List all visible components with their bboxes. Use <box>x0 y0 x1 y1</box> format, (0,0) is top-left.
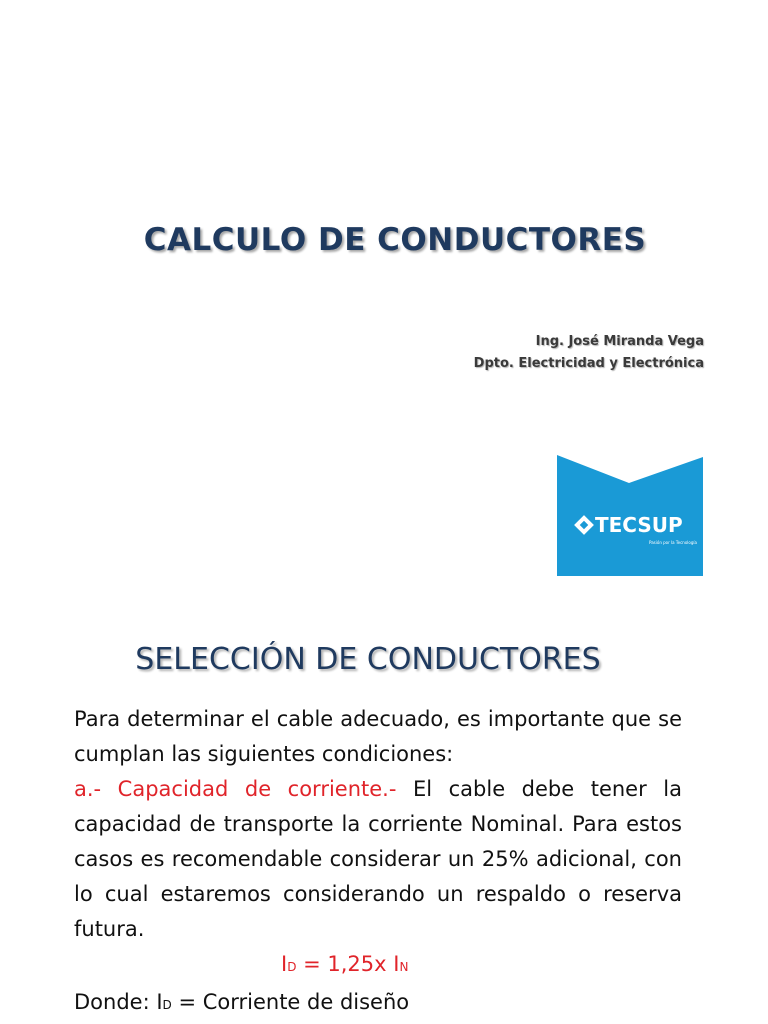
formula-lhs: I <box>281 952 288 976</box>
intro-paragraph <box>74 702 682 772</box>
donde-suffix: = Corriente de diseño <box>171 990 410 1014</box>
tecsup-logo-graphic <box>557 455 703 576</box>
tecsup-logo <box>557 455 703 576</box>
intro-text: Para determinar el cable adecuado, es importante que se cumplan las siguientes condiciones: <box>74 707 682 766</box>
department-name: Dpto. Electricidad y Electrónica <box>473 356 704 371</box>
presentation-title: CALCULO DE CONDUCTORES <box>143 222 647 258</box>
author-block <box>474 331 704 375</box>
section-title: SELECCIÓN DE CONDUCTORES <box>135 642 601 677</box>
formula-lhs-subscript: D <box>287 960 297 974</box>
formula-middle: = 1,25x I <box>296 952 400 976</box>
donde-line <box>74 985 682 1023</box>
logo-text: TECSUP <box>595 513 683 537</box>
body-text <box>74 702 682 1023</box>
content-slide <box>0 610 768 1024</box>
item-a-heading: a.- Capacidad de corriente.- <box>74 777 397 801</box>
item-a-paragraph <box>74 772 682 947</box>
donde-prefix: Donde: I <box>74 990 163 1014</box>
item-a-text: El cable debe tener la capacidad de transporte la corriente Nominal. Para estos casos es recomendable considerar un 25% adicional, con lo cual estaremos considerando un respaldo o reserva futura. <box>74 777 682 941</box>
author-name: Ing. José Miranda Vega <box>535 334 704 349</box>
design-current-formula <box>74 947 682 985</box>
formula-rhs-subscript: N <box>399 960 409 974</box>
logo-tagline: Pasión por la Tecnología <box>649 540 697 545</box>
donde-subscript: D <box>162 998 172 1012</box>
